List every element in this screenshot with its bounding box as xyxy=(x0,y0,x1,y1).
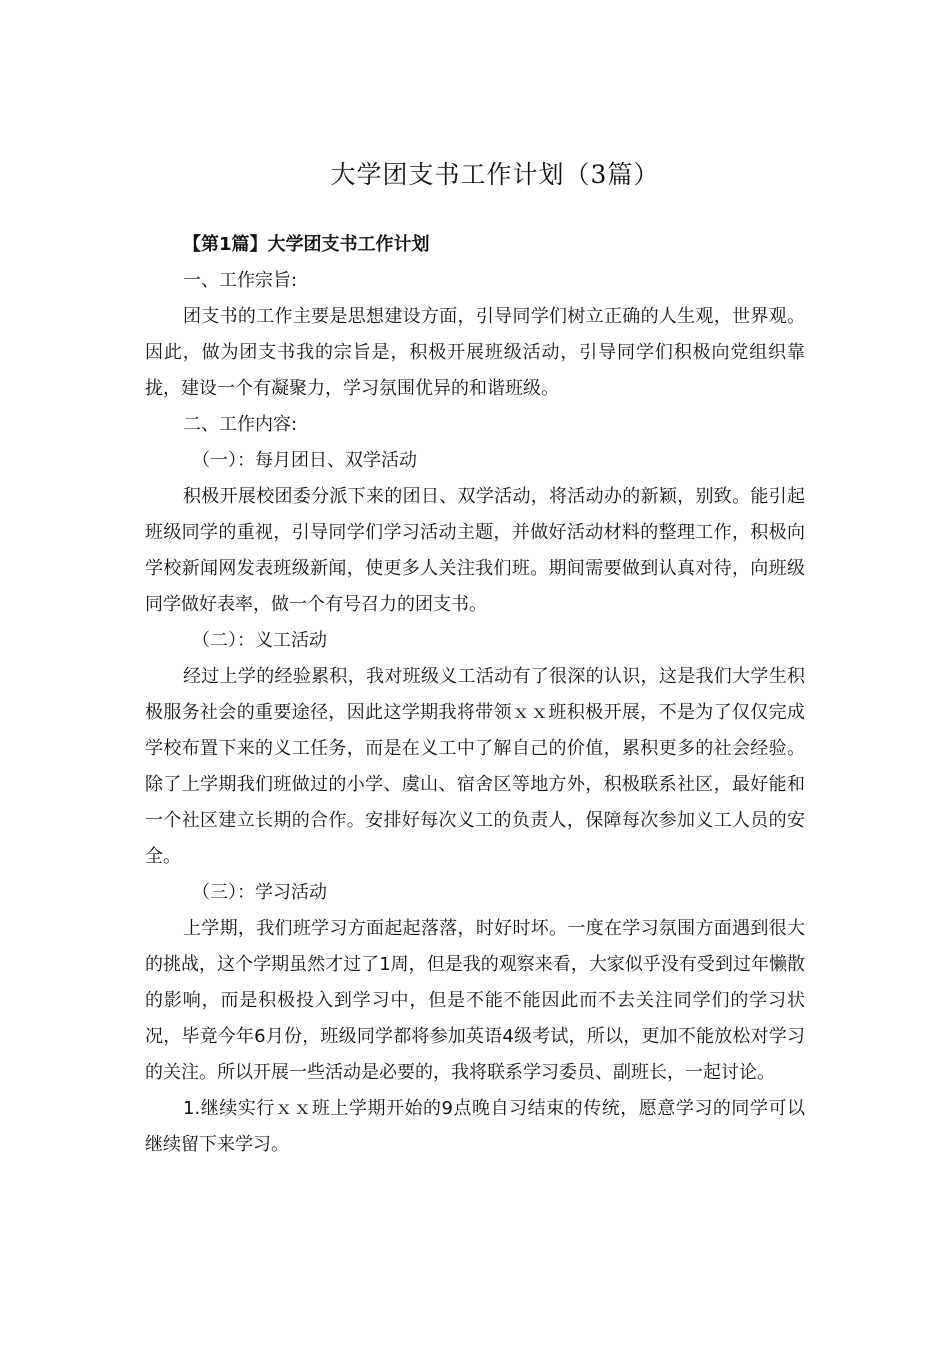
paragraph-purpose: 团支书的工作主要是思想建设方面，引导同学们树立正确的人生观，世界观。因此，做为团支书我的宗旨是，积极开展班级活动，引导同学们积极向党组织靠拢，建设一个有凝聚力，学习氛围优异的和谐班级。 xyxy=(145,306,805,399)
paragraph-study-plan-item-1: 1.继续实行ｘｘ班上学期开始的9点晚自习结束的传统，愿意学习的同学可以继续留下来学习。 xyxy=(145,1098,805,1155)
subheading-purpose: 一、工作宗旨: xyxy=(183,270,298,291)
section-heading: 【第1篇】大学团支书工作计划 xyxy=(183,234,430,255)
paragraph-study-activities: 上学期，我们班学习方面起起落落，时好时坏。一度在学习氛围方面遇到很大的挑战，这个学期虽然才过了1周，但是我的观察来看，大家似乎没有受到过年懒散的影响，而是积极投入到学习中，但是不能不能因此而不去关注同学们的学习状况，毕竟今年6月份，班级同学都将参加英语4级考试，所以，更加不能放松对学习的关注。所以开展一些活动是必要的，我将联系学习委员、副班长，一起讨论。 xyxy=(145,918,805,1083)
subheading-monthly-activities: （一）：每月团日、双学活动 xyxy=(192,450,417,471)
document-body xyxy=(145,227,805,1163)
subheading-study-activities: （三）：学习活动 xyxy=(192,882,327,903)
subheading-content: 二、工作内容: xyxy=(183,414,298,435)
document-title: 大学团支书工作计划（3篇） xyxy=(330,160,660,189)
paragraph-volunteer-activities: 经过上学的经验累积，我对班级义工活动有了很深的认识，这是我们大学生积极服务社会的重要途径，因此这学期我将带领ｘｘ班积极开展，不是为了仅仅完成学校布置下来的义工任务，而是在义工中了解自己的价值，累积更多的社会经验。除了上学期我们班做过的小学、虞山、宿舍区等地方外，积极联系社区，最好能和一个社区建立长期的合作。安排好每次义工的负责人，保障每次参加义工人员的安全。 xyxy=(145,666,805,867)
subheading-volunteer-activities: （二）：义工活动 xyxy=(192,630,327,651)
paragraph-monthly-activities: 积极开展校团委分派下来的团日、双学活动，将活动办的新颖，别致。能引起班级同学的重视，引导同学们学习活动主题，并做好活动材料的整理工作，积极向学校新闻网发表班级新闻，使更多人关注我们班。期间需要做到认真对待，向班级同学做好表率，做一个有号召力的团支书。 xyxy=(145,486,805,615)
